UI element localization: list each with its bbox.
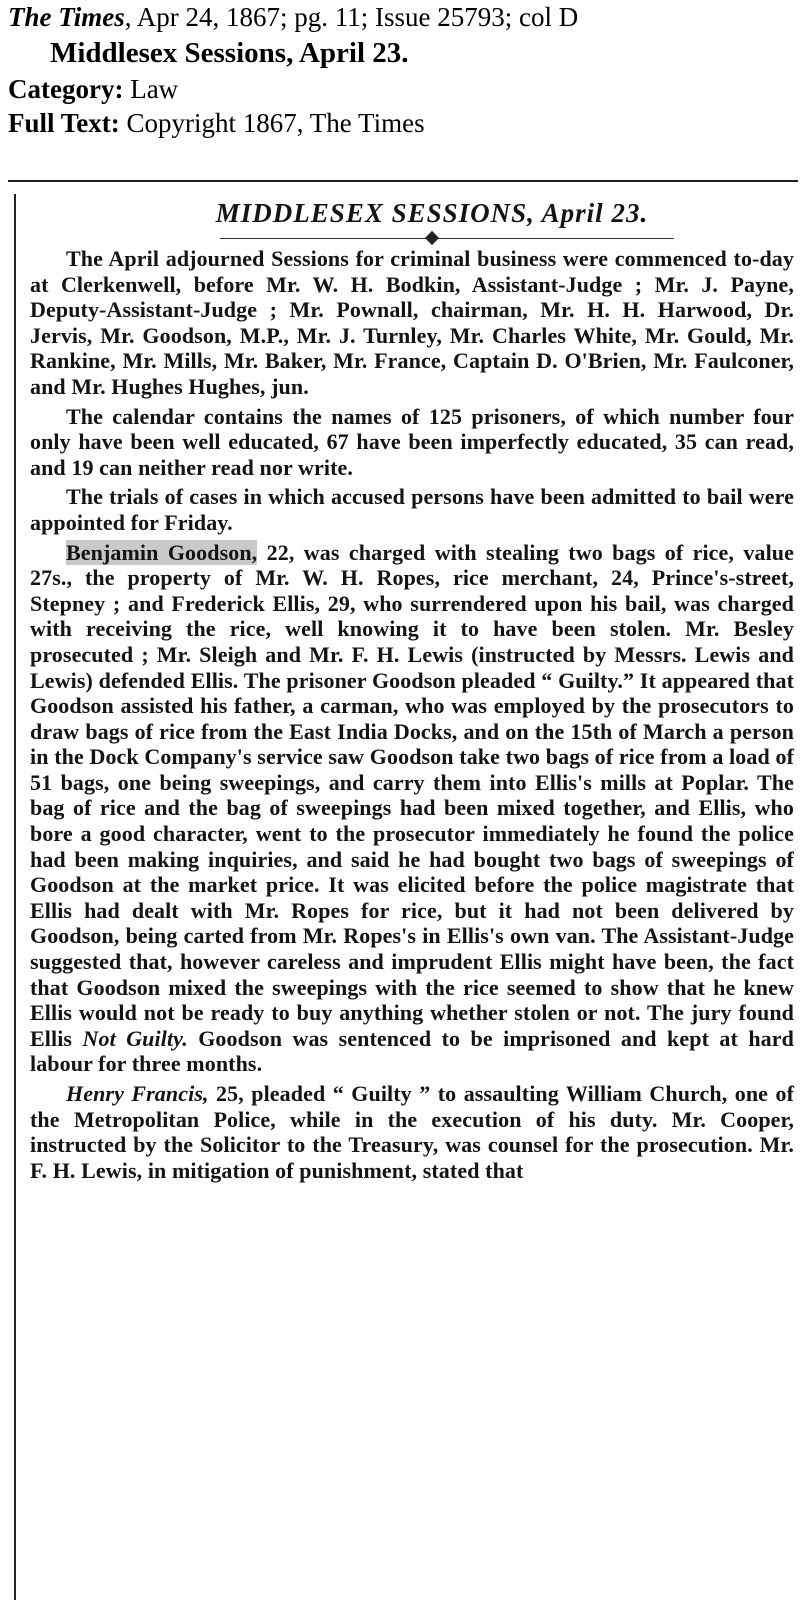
paragraph-francis-case — [30, 1081, 794, 1183]
article-title: MIDDLESEX SESSIONS, April 23. — [215, 198, 649, 228]
full-text-line — [8, 106, 803, 140]
highlighted-name: Benjamin Goodson, — [66, 539, 258, 565]
newspaper-clipping — [8, 180, 798, 1600]
ornament-line — [220, 238, 674, 239]
clipping-left-rule — [14, 194, 16, 1600]
citation-details: , Apr 24, 1867; pg. 11; Issue 25793; col D — [124, 2, 579, 32]
citation-line — [8, 0, 803, 34]
paragraph-goodson-case — [30, 540, 794, 1077]
title-ornament — [70, 232, 794, 246]
clipping-top-rule — [8, 180, 798, 182]
category-label: Category: — [8, 74, 124, 104]
paragraph-bail-trials: The trials of cases in which accused persons have been admitted to bail were appointed for Friday. — [30, 484, 794, 535]
publication-name: The Times — [8, 2, 125, 32]
category-value: Law — [123, 74, 179, 104]
goodson-case-sentence: Goodson was sentenced to be imprisoned and kept at hard labour for three months. — [30, 1025, 794, 1077]
francis-case-text: 25, pleaded “ Guilty ” to assaulting William Church, one of the Metropolitan Police, while in the execution of his duty. Mr. Cooper, instructed by the Solicitor to the Treasury, was counsel for the prosecution. Mr. F. H. Lewis, in mitigation of punishment, stated that — [30, 1081, 795, 1183]
paragraph-calendar: The calendar contains the names of 125 prisoners, of which number four only have been well educated, 67 have been imperfectly educated, 35 can read, and 19 can neither read nor write. — [30, 403, 794, 480]
full-text-value: Copyright 1867, The Times — [119, 108, 425, 138]
citation-header — [8, 0, 803, 140]
verdict-text: Not Guilty. — [82, 1025, 188, 1051]
full-text-label: Full Text: — [8, 108, 120, 138]
goodson-case-text: 22, was charged with stealing two bags of rice, value 27s., the property of Mr. W. H. Ropes, rice merchant, 24, Prince's-street, Stepney ; and Frederick Ellis, 29, who surrendered upon his bail, was charged with receiving the rice, well knowing it to have been stolen. Mr. Besley prosecuted ; Mr. Sleigh and Mr. F. H. Lewis (instructed by Messrs. Lewis and Lewis) defended Ellis. The prisoner Goodson pleaded “ Guilty.” It appeared that Goodson assisted his father, a carman, who was employed by the prosecutors to draw bags of rice from the East India Docks, and on the 15th of March a person in the Dock Company's service saw Goodson take two bags of rice from a load of 51 bags, one being sweepings, and carry them into Ellis's mills at Poplar. The bag of rice and the bag of sweepings had been mixed together, and Ellis, who bore a good character, went to the prosecutor immediately he found the police had been making inquiries, and said he had bought two bags of sweepings of Goodson at the market price. It was elicited before the police magistrate that Ellis had dealt with Mr. Ropes for rice, but it had not been delivered by Goodson, being carted from Mr. Ropes's in Ellis's own van. The Assistant-Judge suggested that, however careless and imprudent Ellis might have been, the fact that Goodson mixed the sweepings with the rice seemed to show that he knew Ellis would not be ready to buy anything whether stolen or not. The jury found Ellis — [30, 539, 794, 1051]
defendant-name: Henry Francis, — [66, 1081, 209, 1106]
ornament-diamond-icon — [425, 231, 439, 245]
paragraph-sessions-opening: The April adjourned Sessions for criminal business were commenced to-day at Clerkenwell, before Mr. W. H. Bodkin, Assistant-Judge ; Mr. J. Payne, Deputy-Assistant-Judge ; Mr. Pownall, chairman, Mr. H. H. Harwood, Dr. Jervis, Mr. Goodson, M.P., Mr. J. Turnley, Mr. Charles White, Mr. Gould, Mr. Rankine, Mr. Mills, Mr. Baker, Mr. France, Captain D. O'Brien, Mr. Faulconer, and Mr. Hughes Hughes, jun. — [30, 246, 794, 399]
article-body — [30, 194, 794, 1183]
category-line — [8, 72, 803, 106]
page-title: Middlesex Sessions, April 23. — [50, 37, 409, 69]
